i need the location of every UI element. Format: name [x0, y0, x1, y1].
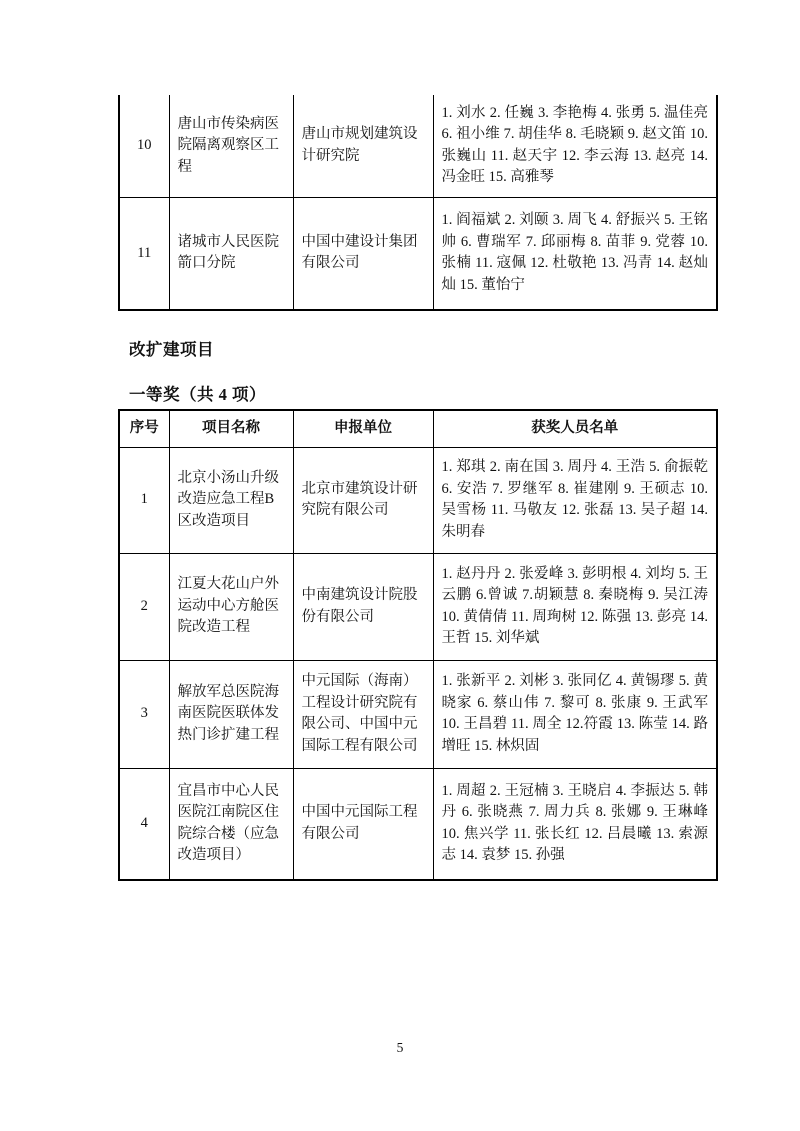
header-row [119, 410, 717, 447]
second-prize-table-continuation [118, 95, 718, 311]
table-row [119, 197, 717, 310]
project-name-cell: 宜昌市中心人民医院江南院区住院综合楼（应急改造项目） [169, 768, 293, 880]
first-prize-table-body [119, 447, 717, 880]
project-name-cell: 江夏大花山户外运动中心方舱医院改造工程 [169, 553, 293, 660]
applicant-unit-cell: 北京市建筑设计研究院有限公司 [293, 447, 433, 553]
applicant-unit-cell: 唐山市规划建筑设计研究院 [293, 95, 433, 197]
section-heading-renovation: 改扩建项目 [129, 340, 214, 359]
page-number: 5 [396, 1040, 404, 1055]
serial-number-cell: 3 [119, 660, 169, 768]
table-row [119, 95, 717, 197]
serial-number-cell: 2 [119, 553, 169, 660]
project-name-cell: 诸城市人民医院箭口分院 [169, 197, 293, 310]
project-name-cell: 北京小汤山升级改造应急工程B区改造项目 [169, 447, 293, 553]
winners-list-cell: 1. 张新平 2. 刘彬 3. 张同亿 4. 黄锡璆 5. 黄晓家 6. 蔡山伟 7. 黎可 8. 张康 9. 王武军 10. 王昌碧 11. 周全 12.符霞 13. 陈莹 14. 路增旺 15. 林炽固 [433, 660, 717, 768]
project-name-cell: 解放军总医院海南医院医联体发热门诊扩建工程 [169, 660, 293, 768]
applicant-unit-cell: 中元国际（海南）工程设计研究院有限公司、中国中元国际工程有限公司 [293, 660, 433, 768]
serial-number-cell: 10 [119, 95, 169, 197]
header-project-name: 项目名称 [169, 410, 293, 447]
header-serial-number: 序号 [119, 410, 169, 447]
table-row [119, 660, 717, 768]
applicant-unit-cell: 中南建筑设计院股份有限公司 [293, 553, 433, 660]
applicant-unit-cell: 中国中元国际工程有限公司 [293, 768, 433, 880]
applicant-unit-cell: 中国中建设计集团有限公司 [293, 197, 433, 310]
first-prize-table [118, 409, 718, 881]
serial-number-cell: 11 [119, 197, 169, 310]
header-winners-list: 获奖人员名单 [433, 410, 717, 447]
winners-list-cell: 1. 阎福斌 2. 刘颐 3. 周飞 4. 舒振兴 5. 王铭帅 6. 曹瑞军 7. 邱丽梅 8. 苗菲 9. 党蓉 10. 张楠 11. 寇佩 12. 杜敬艳 13. 冯青 14. 赵灿灿 15. 董怡宁 [433, 197, 717, 310]
serial-number-cell: 1 [119, 447, 169, 553]
header-applicant-unit: 申报单位 [293, 410, 433, 447]
winners-list-cell: 1. 刘水 2. 任巍 3. 李艳梅 4. 张勇 5. 温佳亮 6. 祖小维 7. 胡佳华 8. 毛晓颖 9. 赵文笛 10. 张巍山 11. 赵天宇 12. 李云海 13. 赵亮 14. 冯金旺 15. 高雅琴 [433, 95, 717, 197]
first-prize-table-header [119, 410, 717, 447]
serial-number-cell: 4 [119, 768, 169, 880]
table-row [119, 768, 717, 880]
section-heading-first-prize: 一等奖（共 4 项） [129, 385, 266, 404]
table-row [119, 447, 717, 553]
winners-list-cell: 1. 周超 2. 王冠楠 3. 王晓启 4. 李振达 5. 韩丹 6. 张晓燕 7. 周力兵 8. 张娜 9. 王琳峰 10. 焦兴学 11. 张长红 12. 吕晨曦 13. 索源志 14. 袁梦 15. 孙强 [433, 768, 717, 880]
winners-list-cell: 1. 郑琪 2. 南在国 3. 周丹 4. 王浩 5. 俞振乾 6. 安浩 7. 罗继军 8. 崔建刚 9. 王硕志 10. 吴雪杨 11. 马敬友 12. 张磊 13. 吴子超 14. 朱明春 [433, 447, 717, 553]
project-name-cell: 唐山市传染病医院隔离观察区工程 [169, 95, 293, 197]
table-row [119, 553, 717, 660]
continued-table-body [119, 95, 717, 310]
winners-list-cell: 1. 赵丹丹 2. 张爱峰 3. 彭明根 4. 刘均 5. 王云鹏 6.曾诚 7.胡颖慧 8. 秦晓梅 9. 吴江涛 10. 黄倩倩 11. 周珣树 12. 陈强 13. 彭亮 14. 王哲 15. 刘华斌 [433, 553, 717, 660]
